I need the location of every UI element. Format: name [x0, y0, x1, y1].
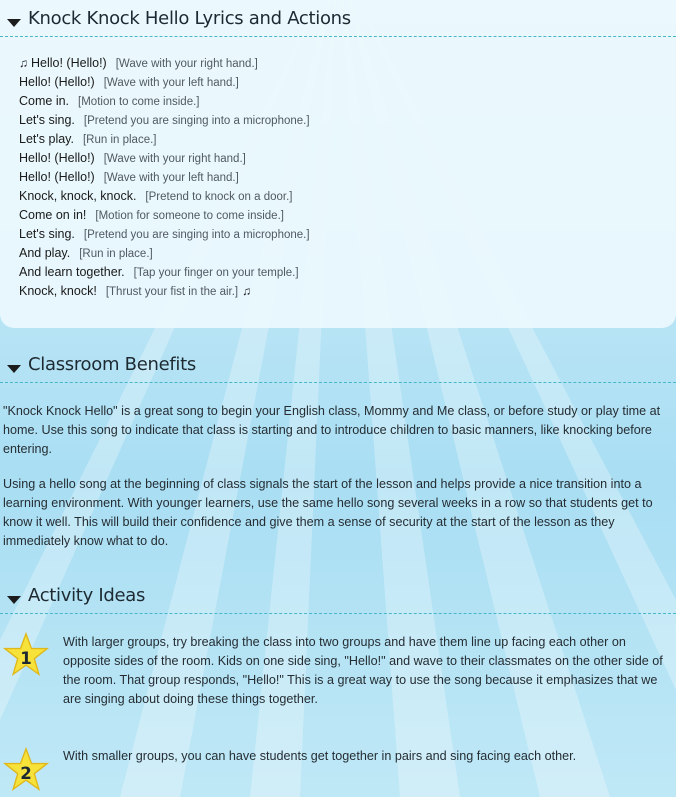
lyric-line [19, 149, 659, 168]
lyric-line [19, 263, 659, 282]
lyric-line [19, 54, 659, 73]
lyric-line [19, 206, 659, 225]
lyric-line [19, 111, 659, 130]
lyric-text: Hello! (Hello!) [19, 75, 95, 89]
lyric-line [19, 187, 659, 206]
benefits-section-header [0, 354, 676, 383]
activity-text: With smaller groups, you can have students get together in pairs and sing facing each other. [63, 749, 577, 763]
lyric-line [19, 92, 659, 111]
activity-section-header [0, 585, 676, 614]
lyric-action: [Wave with your right hand.] [103, 153, 246, 165]
benefits-paragraph: "Knock Knock Hello" is a great song to begin your English class, Mommy and Me class, or before study or play time at home. Use this song to indicate that class is starting and to introduce children to basic manners, like knocking before entering. [3, 404, 661, 456]
lyrics-list [19, 54, 659, 301]
star-number-icon [3, 632, 49, 678]
star-number-icon [3, 747, 49, 793]
activity-number: 2 [20, 764, 32, 784]
lyric-action: [Thrust your fist in the air.] [105, 286, 239, 298]
activity-text: With larger groups, try breaking the class into two groups and have them line up facing each other on opposite sides of the room. Kids on one side sing, "Hello!" and wave to their classmates on the other side of the room. That group responds, "Hello!" This is a great way to use the song because it emphasizes that we are singing about doing these things together. [63, 635, 663, 706]
activity-section-title: Activity Ideas [28, 585, 146, 606]
lyrics-card [0, 0, 676, 328]
collapse-triangle-icon[interactable] [7, 596, 21, 604]
lyric-action: [Wave with your right hand.] [115, 58, 258, 70]
lyric-text: And learn together. [19, 265, 125, 279]
lyric-action: [Wave with your left hand.] [103, 77, 239, 89]
lyric-action: [Pretend to knock on a door.] [145, 191, 293, 203]
lyric-text: Hello! (Hello!) [31, 56, 107, 70]
lyric-action: [Run in place.] [82, 134, 157, 146]
lyric-text: Come in. [19, 94, 70, 108]
lyric-text: Let's play. [19, 132, 74, 146]
lyric-text: Hello! (Hello!) [19, 151, 95, 165]
lyric-action: [Motion for someone to come inside.] [95, 210, 284, 222]
collapse-triangle-icon[interactable] [7, 19, 21, 27]
lyric-line [19, 244, 659, 263]
lyric-action: [Pretend you are singing into a microphone.] [83, 229, 310, 241]
benefits-paragraph: Using a hello song at the beginning of class signals the start of the lesson and helps provide a nice transition into a learning environment. With younger learners, use the same hello song several weeks in a row so that students get to know it well. This will build their confidence and give them a sense of security at the start of the lesson as they immediately know what to do. [3, 477, 653, 548]
lyric-line [19, 225, 659, 244]
lyrics-section-header [0, 8, 676, 37]
lyrics-section-title: Knock Knock Hello Lyrics and Actions [28, 8, 351, 29]
lyric-action: [Tap your finger on your temple.] [133, 267, 299, 279]
lyric-line [19, 73, 659, 92]
lyric-line [19, 282, 659, 301]
activity-number: 1 [20, 649, 32, 669]
music-note-icon: ♫ [19, 56, 28, 70]
lyric-action: [Motion to come inside.] [78, 96, 200, 108]
benefits-section-title: Classroom Benefits [28, 354, 196, 375]
lyric-text: Come on in! [19, 208, 87, 222]
lyric-text: Let's sing. [19, 113, 75, 127]
lyric-action: [Pretend you are singing into a microphone.] [83, 115, 310, 127]
lyric-text: And play. [19, 246, 71, 260]
lyric-text: Knock, knock, knock. [19, 189, 137, 203]
music-note-icon: ♫ [242, 284, 252, 298]
collapse-triangle-icon[interactable] [7, 365, 21, 373]
lyric-line [19, 168, 659, 187]
lyric-action: [Wave with your left hand.] [103, 172, 239, 184]
lyric-action: [Run in place.] [79, 248, 153, 260]
lyric-text: Hello! (Hello!) [19, 170, 95, 184]
lyric-line [19, 130, 659, 149]
lyric-text: Knock, knock! [19, 284, 97, 298]
lyric-text: Let's sing. [19, 227, 75, 241]
